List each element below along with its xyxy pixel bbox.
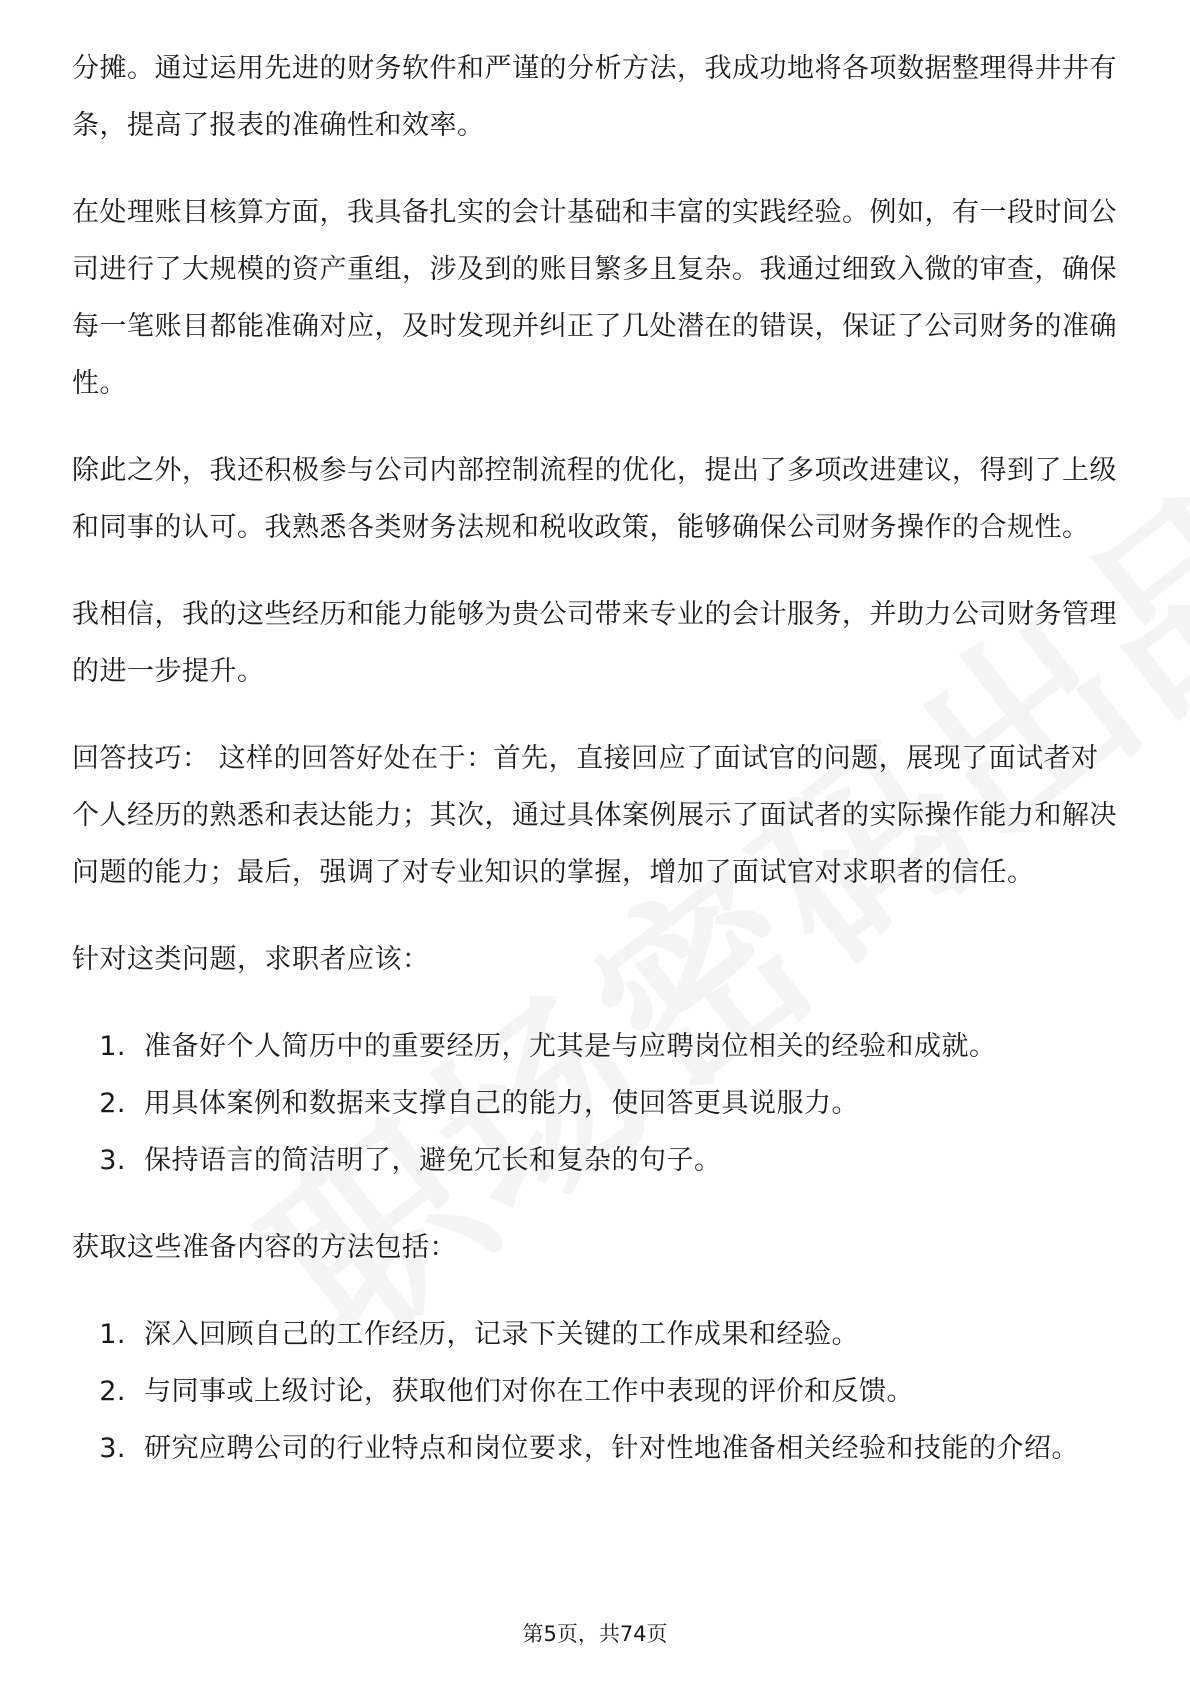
page-footer: 第5页，共74页 — [522, 1622, 668, 1646]
list-item — [72, 1420, 1118, 1477]
paragraph-answer-tips: 回答技巧： 这样的回答好处在于：首先，直接回应了面试官的问题，展现了面试者对个人经历的熟悉和表达能力；其次，通过具体案例展示了面试者的实际操作能力和解决问题的能力；最后，强调了对专业知识的掌握，增加了面试官对求职者的信任。 — [72, 743, 1117, 888]
list-number: 3. — [99, 1145, 126, 1176]
paragraph-internal-control: 除此之外，我还积极参与公司内部控制流程的优化，提出了多项改进建议，得到了上级和同事的认可。我熟悉各类财务法规和税收政策，能够确保公司财务操作的合规性。 — [72, 455, 1117, 543]
list-text: 准备好个人简历中的重要经历，尤其是与应聘岗位相关的经验和成就。 — [144, 1031, 997, 1062]
methods-list — [72, 1306, 1118, 1477]
list-text: 深入回顾自己的工作经历，记录下关键的工作成果和经验。 — [144, 1319, 859, 1350]
list-item — [72, 1075, 1118, 1132]
paragraph-methods-intro: 获取这些准备内容的方法包括： — [72, 1232, 457, 1263]
advice-list — [72, 1018, 1118, 1189]
list-item — [72, 1018, 1118, 1075]
list-item — [72, 1306, 1118, 1363]
list-text: 研究应聘公司的行业特点和岗位要求，针对性地准备相关经验和技能的介绍。 — [144, 1433, 1079, 1464]
paragraph-conclusion: 我相信，我的这些经历和能力能够为贵公司带来专业的会计服务，并助力公司财务管理的进一步提升。 — [72, 599, 1117, 687]
list-number: 1. — [99, 1319, 126, 1350]
list-number: 1. — [99, 1031, 126, 1062]
list-text: 与同事或上级讨论，获取他们对你在工作中表现的评价和反馈。 — [144, 1376, 914, 1407]
list-text: 用具体案例和数据来支撑自己的能力，使回答更具说服力。 — [144, 1088, 859, 1119]
list-text: 保持语言的简洁明了，避免冗长和复杂的句子。 — [144, 1145, 722, 1176]
list-item — [72, 1132, 1118, 1189]
document-body — [72, 40, 1118, 1507]
paragraph-advice-intro: 针对这类问题，求职者应该： — [72, 944, 430, 975]
paragraph-summary: 分摊。通过运用先进的财务软件和严谨的分析方法，我成功地将各项数据整理得井井有条，提高了报表的准确性和效率。 — [72, 53, 1117, 141]
list-number: 2. — [99, 1088, 126, 1119]
list-number: 2. — [99, 1376, 126, 1407]
list-item — [72, 1363, 1118, 1420]
list-number: 3. — [99, 1433, 126, 1464]
paragraph-accounting: 在处理账目核算方面，我具备扎实的会计基础和丰富的实践经验。例如，有一段时间公司进行了大规模的资产重组，涉及到的账目繁多且复杂。我通过细致入微的审查，确保每一笔账目都能准确对应，及时发现并纠正了几处潜在的错误，保证了公司财务的准确性。 — [72, 197, 1117, 399]
